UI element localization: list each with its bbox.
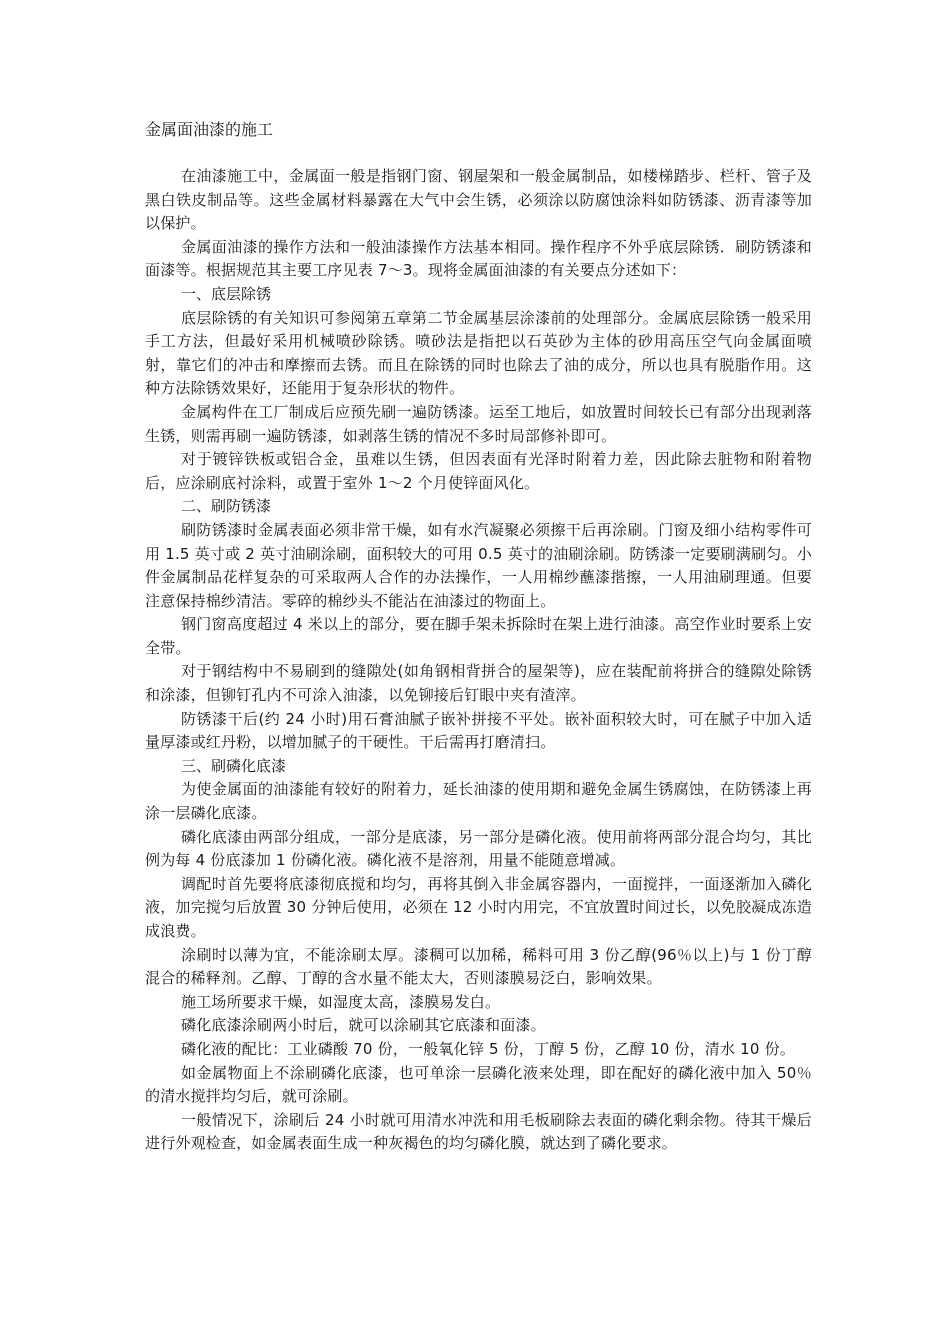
paragraph: 如金属物面上不涂刷磷化底漆，也可单涂一层磷化液来处理，即在配好的磷化液中加入 50％的清水搅拌均匀后，就可涂刷。 <box>145 1063 812 1106</box>
paragraph: 调配时首先要将底漆彻底搅和均匀，再将其倒入非金属容器内，一面搅拌，一面逐渐加入磷化液，加完搅匀后放置 30 分钟后使用，必须在 12 小时内用完，不宜放置时间过长，以免胶凝成冻造成浪费。 <box>145 874 812 940</box>
section-heading: 三、刷磷化底漆 <box>181 756 287 775</box>
paragraph: 为使金属面的油漆能有较好的附着力，延长油漆的使用期和避免金属生锈腐蚀，在防锈漆上再涂一层磷化底漆。 <box>145 780 812 823</box>
paragraph: 一般情况下，涂刷后 24 小时就可用清水冲洗和用毛板刷除去表面的磷化剩余物。待其干燥后进行外观检查，如金属表面生成一种灰褐色的均匀磷化膜，就达到了磷化要求。 <box>145 1110 812 1153</box>
paragraph: 磷化底漆由两部分组成，一部分是底漆，另一部分是磷化液。使用前将两部分混合均匀，其比例为每 4 份底漆加 1 份磷化液。磷化液不是溶剂，用量不能随意增减。 <box>145 827 812 870</box>
paragraph: 底层除锈的有关知识可参阅第五章第二节金属基层涂漆前的处理部分。金属底层除锈一般采用手工方法，但最好采用机械喷砂除锈。喷砂法是指把以石英砂为主体的砂用高压空气向金属面喷射，靠它们的冲击和摩擦而去锈。而且在除锈的同时也除去了油的成分，所以也具有脱脂作用。这种方法除锈效果好，还能用于复杂形状的物件。 <box>145 308 812 398</box>
paragraph: 金属构件在工厂制成后应预先刷一遍防锈漆。运至工地后，如放置时间较长已有部分出现剥落生锈，则需再刷一遍防锈漆，如剥落生锈的情况不多时局部修补即可。 <box>145 402 812 445</box>
paragraph: 在油漆施工中，金属面一般是指钢门窗、钢屋架和一般金属制品，如楼梯踏步、栏杆、管子及黑白铁皮制品等。这些金属材料暴露在大气中会生锈，必须涂以防腐蚀涂料如防锈漆、沥青漆等加以保护。 <box>145 167 812 233</box>
document-body <box>145 165 812 1156</box>
section-heading: 一、底层除锈 <box>181 284 272 303</box>
document-page <box>145 118 812 1156</box>
paragraph: 磷化液的配比：工业磷酸 70 份，一般氧化锌 5 份，丁醇 5 份，乙醇 10 份，清水 10 份。 <box>181 1039 796 1058</box>
section-heading: 二、刷防锈漆 <box>181 497 272 516</box>
paragraph: 施工场所要求干燥，如湿度太高，漆膜易发白。 <box>181 992 501 1011</box>
paragraph: 钢门窗高度超过 4 米以上的部分，要在脚手架未拆除时在架上进行油漆。高空作业时要系上安全带。 <box>145 615 812 657</box>
paragraph: 涂刷时以薄为宜，不能涂刷太厚。漆稠可以加稀，稀料可用 3 份乙醇(96％以上)与 1 份丁醇混合的稀释剂。乙醇、丁醇的含水量不能太大，否则漆膜易泛白，影响效果。 <box>145 945 812 988</box>
paragraph: 对于镀锌铁板或铝合金，虽难以生锈，但因表面有光泽时附着力差，因此除去脏物和附着物后，应涂刷底衬涂料，或置于室外 1～2 个月使锌面风化。 <box>145 450 812 492</box>
paragraph: 刷防锈漆时金属表面必须非常干燥，如有水汽凝聚必须擦干后再涂刷。门窗及细小结构零件可用 1.5 英寸或 2 英寸油刷涂刷，面积较大的可用 0.5 英寸的油刷涂刷。防锈漆一定要刷满刷匀。小件金属制品花样复杂的可采取两人合作的办法操作，一人用棉纱蘸漆揩擦，一人用油刷理通。但要注意保持棉纱清洁。零碎的棉纱头不能沾在油漆过的物面上。 <box>145 520 812 610</box>
paragraph: 磷化底漆涂刷两小时后，就可以涂刷其它底漆和面漆。 <box>181 1016 546 1035</box>
paragraph: 防锈漆干后(约 24 小时)用石膏油腻子嵌补拼接不平处。嵌补面积较大时，可在腻子中加入适量厚漆或红丹粉，以增加腻子的干硬性。干后需再打磨清扫。 <box>145 709 812 752</box>
paragraph: 金属面油漆的操作方法和一般油漆操作方法基本相同。操作程序不外乎底层除锈．刷防锈漆和面漆等。根据规范其主要工序见表 7～3。现将金属面油漆的有关要点分述如下： <box>145 237 812 280</box>
paragraph: 对于钢结构中不易刷到的缝隙处(如角钢相背拼合的屋架等)，应在装配前将拼合的缝隙处除锈和涂漆，但铆钉孔内不可涂入油漆，以免铆接后钉眼中夹有渣滓。 <box>145 662 812 705</box>
document-title: 金属面油漆的施工 <box>145 120 274 139</box>
